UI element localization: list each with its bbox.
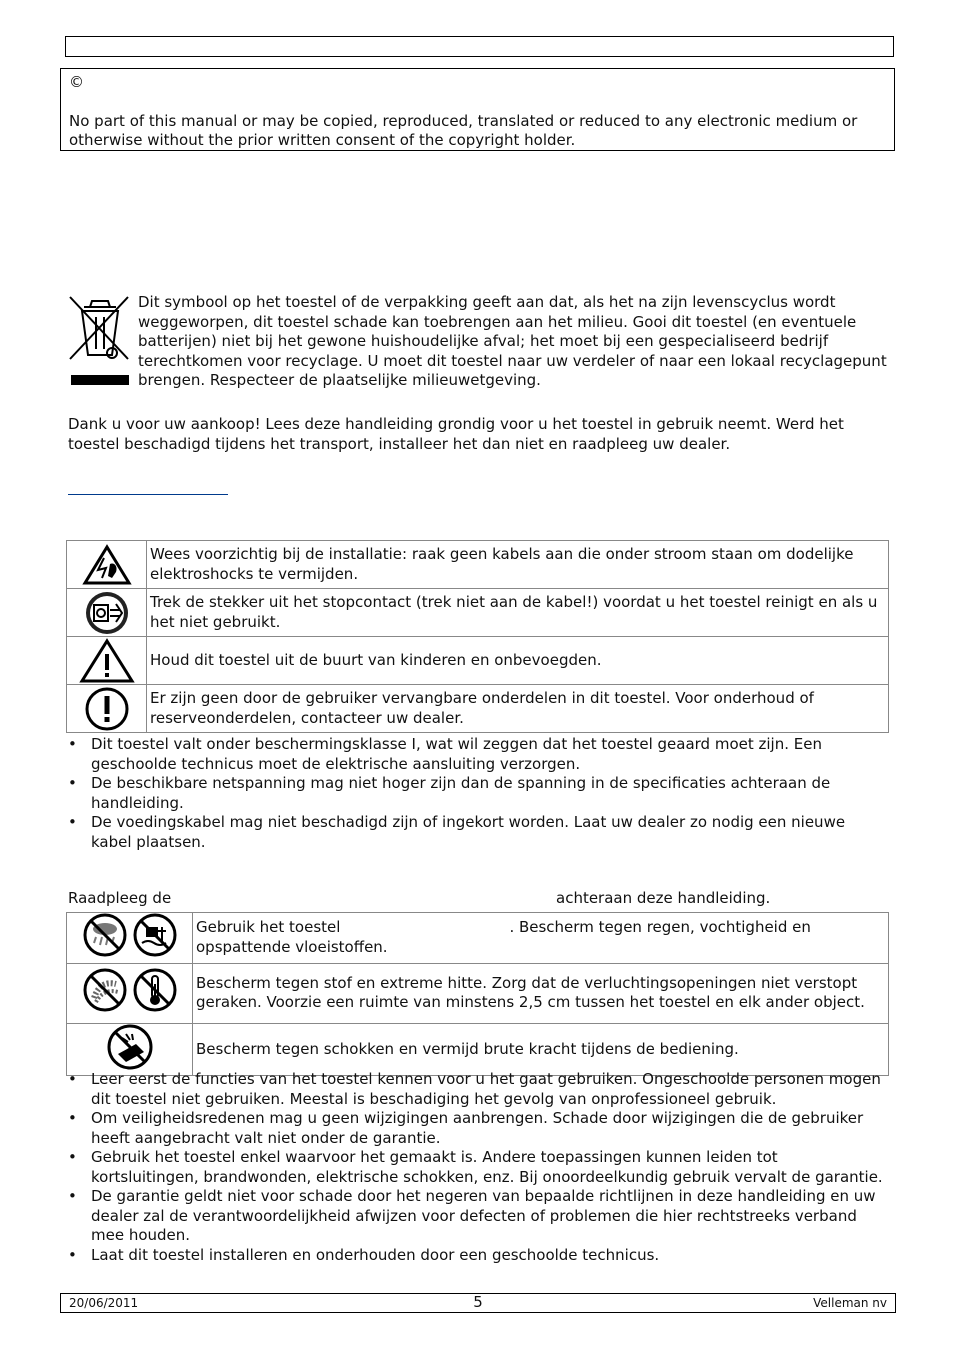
safety-table	[66, 540, 889, 733]
table-row	[67, 1023, 889, 1076]
no-shock-icon	[106, 1024, 154, 1076]
list-item: • Leer eerst de functies van het toestel kennen voor u het gaat gebruiken. Ongeschoolde personen mogen dit toestel niet gebruiken. Meestal is beschadiging het gevolg van onprofessioneel gebruik.	[68, 1070, 888, 1109]
safety-text: Er zijn geen door de gebruiker vervangbare onderdelen in dit toestel. Voor onderhoud of reserveonderdelen, contacteer uw dealer.	[147, 685, 889, 733]
intro-text: Dank u voor uw aankoop! Lees deze handleiding grondig voor u het toestel in gebruik neemt. Werd het toestel beschadigd tijdens het transport, installeer het dan niet en raadpleeg uw dealer.	[68, 415, 844, 453]
unplug-icon	[67, 590, 146, 636]
list-item: • Laat dit toestel installeren en onderhouden door een geschoolde technicus.	[68, 1246, 888, 1266]
guidelines-table	[66, 912, 889, 1076]
guideline-text	[193, 913, 889, 964]
safety-bullets	[68, 735, 888, 852]
guidelines-bullets	[68, 1070, 888, 1265]
warning-triangle-icon	[67, 638, 146, 684]
list-item: • Dit toestel valt onder beschermingsklasse I, wat wil zeggen dat het toestel geaard moet zijn. Een geschoolde technicus moet de elektrische aansluiting verzorgen.	[68, 735, 888, 774]
attention-circle-icon	[67, 687, 146, 731]
page-number: 5	[473, 1293, 483, 1311]
footer-company: Velleman nv	[813, 1296, 887, 1310]
link-underline[interactable]	[68, 494, 228, 495]
guidelines-intro-right: achteraan deze handleiding.	[556, 889, 771, 907]
safety-text: Houd dit toestel uit de buurt van kinderen en onbevoegden.	[147, 637, 889, 685]
no-dust-icon	[82, 968, 128, 1018]
guideline-text-left: Gebruik het toestel	[196, 918, 341, 937]
table-row	[67, 963, 889, 1023]
list-item: • De garantie geldt niet voor schade door het negeren van bepaalde richtlijnen in deze handleiding en uw dealer zal de verantwoordelijkheid afwijzen voor defecten of problemen die hier rechtstreeks verband mee houden.	[68, 1187, 888, 1246]
guidelines-intro-left: Raadpleeg de	[68, 889, 172, 907]
table-row	[67, 685, 889, 733]
table-row	[67, 913, 889, 964]
footer-date: 20/06/2011	[69, 1296, 139, 1310]
safety-text: Wees voorzichtig bij de installatie: raak geen kabels aan die onder stroom staan om dodelijke elektroshocks te vermijden.	[147, 541, 889, 589]
guideline-text: Bescherm tegen schokken en vermijd brute kracht tijdens de bediening.	[193, 1023, 889, 1076]
crossed-out-wheelie-bin-icon	[68, 295, 130, 393]
list-item: • De voedingskabel mag niet beschadigd zijn of ingekort worden. Laat uw dealer zo nodig een nieuwe kabel plaatsen.	[68, 813, 888, 852]
page-footer	[60, 1293, 896, 1313]
guideline-text-right: . Bescherm tegen regen, vochtigheid en opspattende vloeistoffen.	[196, 918, 811, 956]
electric-shock-warning-icon	[67, 544, 146, 586]
no-liquids-icon	[132, 913, 178, 963]
weee-text: Dit symbool op het toestel of de verpakking geeft aan dat, als het na zijn levenscyclus wordt weggeworpen, dit toestel schade kan toebrengen aan het milieu. Gooi dit toestel (en eventuele batterijen) niet bij het gewone huishoudelijke afval; het moet bij een gespecialiseerd bedrijf terechtkomen voor recyclage. U moet dit toestel naar uw verdeler of naar een lokaal recyclagepunt brengen. Respecteer de plaatselijke milieuwetgeving.	[138, 293, 887, 389]
no-rain-icon	[82, 913, 128, 963]
list-item: • Om veiligheidsredenen mag u geen wijzigingen aanbrengen. Schade door wijzigingen die de gebruiker heeft aangebracht valt niet onder de garantie.	[68, 1109, 888, 1148]
table-row	[67, 637, 889, 685]
list-item: • Gebruik het toestel enkel waarvoor het gemaakt is. Andere toepassingen kunnen leiden tot kortsluitingen, brandwonden, elektrische schokken, enz. Bij onoordeelkundig gebruik vervalt de garantie.	[68, 1148, 888, 1187]
list-item: • De beschikbare netspanning mag niet hoger zijn dan de spanning in de specificaties achteraan de handleiding.	[68, 774, 888, 813]
table-row	[67, 589, 889, 637]
safety-text: Trek de stekker uit het stopcontact (trek niet aan de kabel!) voordat u het toestel reinigt en als u het niet gebruikt.	[147, 589, 889, 637]
copyright-symbol: ©	[69, 73, 84, 91]
title-box	[65, 36, 894, 57]
copyright-text: No part of this manual or may be copied, reproduced, translated or reduced to any electronic medium or otherwise without the prior written consent of the copyright holder.	[69, 111, 858, 149]
guideline-text: Bescherm tegen stof en extreme hitte. Zorg dat de verluchtingsopeningen niet verstopt geraken. Voorzie een ruimte van minstens 2,5 cm tussen het toestel en elk ander object.	[193, 963, 889, 1023]
no-heat-icon	[132, 968, 178, 1018]
copyright-box	[60, 68, 895, 151]
table-row	[67, 541, 889, 589]
